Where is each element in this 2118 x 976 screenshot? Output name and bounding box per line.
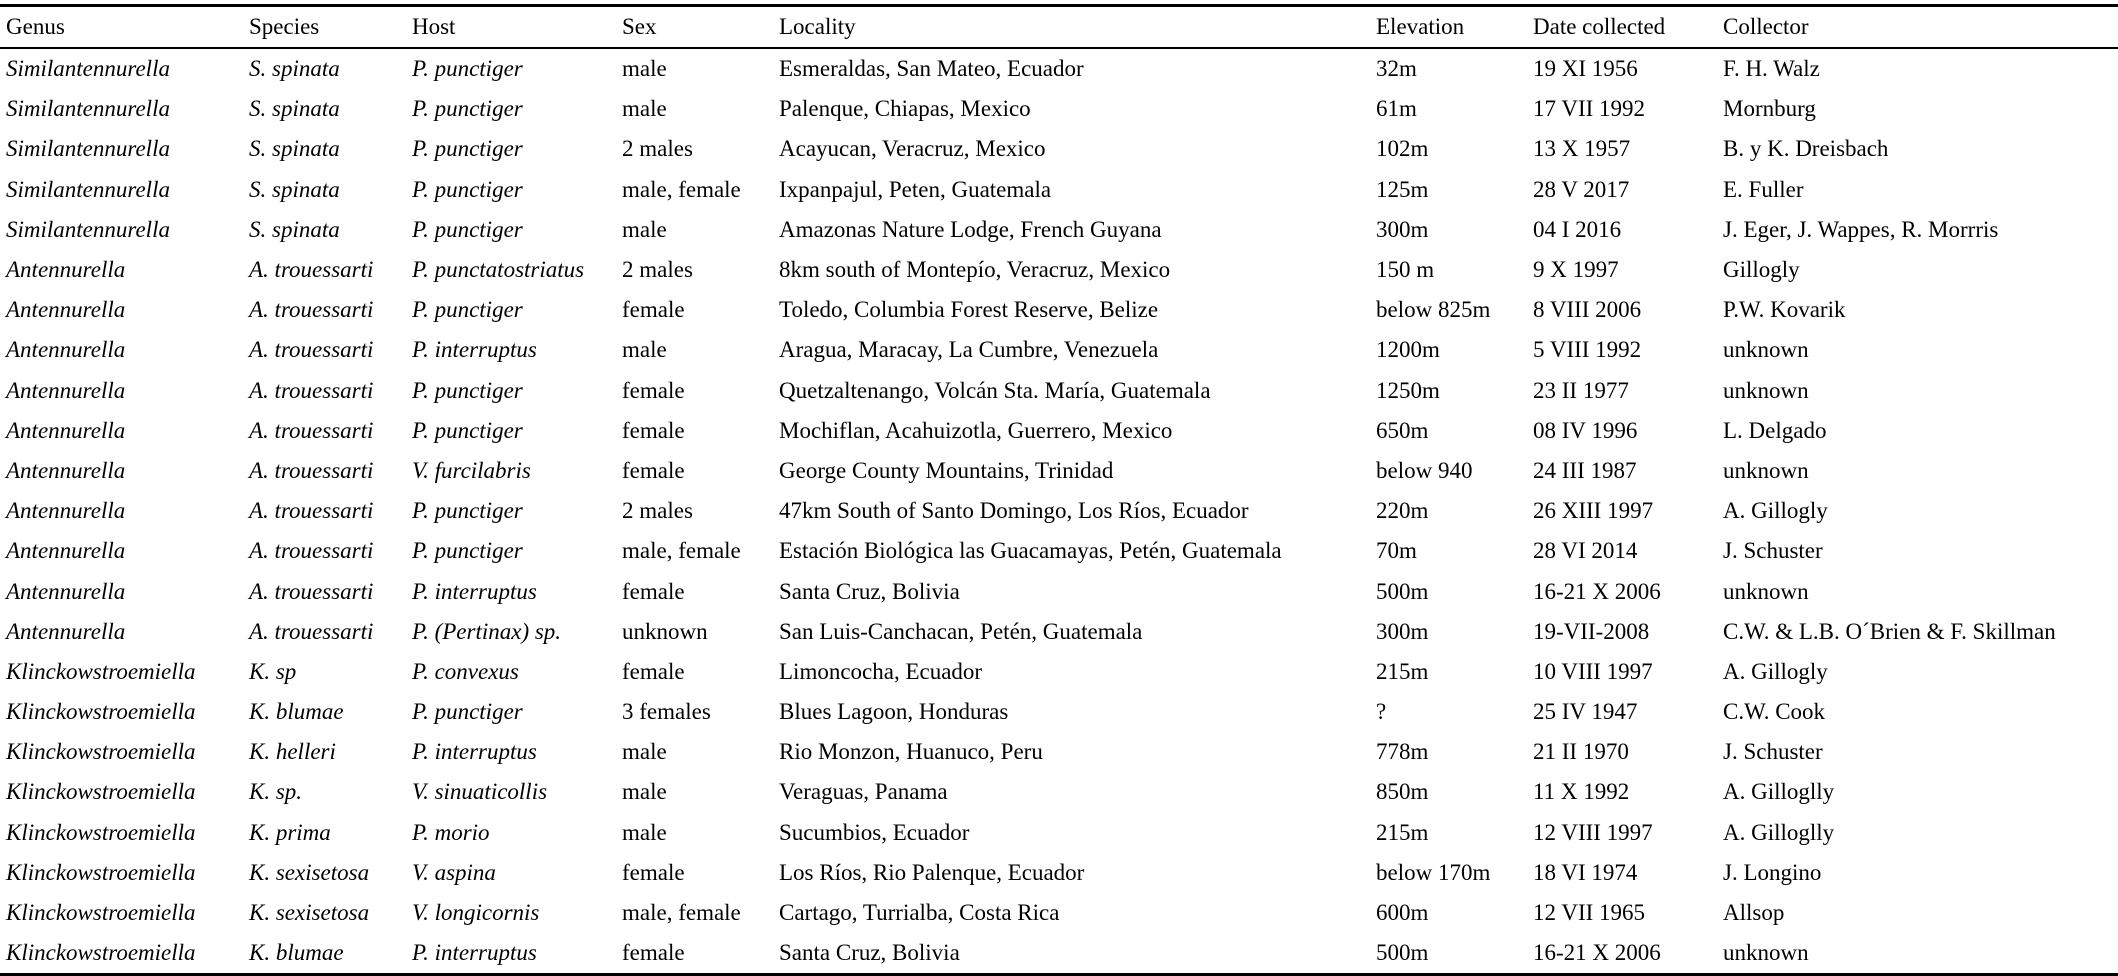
cell-elevation: 778m: [1376, 739, 1429, 765]
cell-collector: A. Gilloglly: [1723, 819, 1835, 845]
cell-host: P. punctiger: [412, 176, 523, 202]
cell-sex: female: [622, 658, 685, 684]
cell-sex: 2 males: [622, 136, 693, 162]
table-row: [0, 772, 2118, 812]
cell-sex: unknown: [622, 618, 708, 644]
cell-sex: female: [622, 940, 685, 966]
cell-sex: 2 males: [622, 257, 693, 283]
cell-elevation: 102m: [1376, 136, 1429, 162]
cell-species: A. trouessarti: [249, 417, 374, 443]
cell-genus: Antennurella: [6, 578, 126, 604]
cell-locality: Amazonas Nature Lodge, French Guyana: [779, 216, 1162, 242]
cell-genus: Antennurella: [6, 297, 126, 323]
cell-date-collected: 17 VII 1992: [1533, 96, 1646, 122]
cell-genus: Klinckowstroemiella: [6, 779, 196, 805]
cell-date-collected: 28 V 2017: [1533, 176, 1630, 202]
cell-genus: Similantennurella: [6, 176, 170, 202]
cell-species: K. prima: [249, 819, 331, 845]
cell-locality: Aragua, Maracay, La Cumbre, Venezuela: [779, 337, 1159, 363]
cell-genus: Klinckowstroemiella: [6, 859, 196, 885]
column-header-species: Species: [249, 14, 320, 39]
cell-species: K. sexisetosa: [249, 859, 370, 885]
table-row: [0, 89, 2118, 129]
cell-date-collected: 21 II 1970: [1533, 739, 1629, 765]
column-header-genus: Genus: [6, 14, 65, 39]
cell-genus: Antennurella: [6, 337, 126, 363]
cell-species: S. spinata: [249, 176, 340, 202]
cell-elevation: 500m: [1376, 578, 1429, 604]
cell-locality: Toledo, Columbia Forest Reserve, Belize: [779, 297, 1159, 323]
cell-elevation: 215m: [1376, 658, 1429, 684]
cell-collector: unknown: [1723, 940, 1809, 966]
cell-date-collected: 04 I 2016: [1533, 216, 1622, 242]
cell-locality: Blues Lagoon, Honduras: [779, 699, 1009, 725]
cell-sex: male: [622, 216, 667, 242]
cell-species: K. sexisetosa: [249, 900, 370, 926]
cell-host: P. interruptus: [412, 337, 537, 363]
cell-elevation: 650m: [1376, 417, 1429, 443]
cell-genus: Similantennurella: [6, 216, 170, 242]
cell-sex: male: [622, 779, 667, 805]
header-row: [0, 6, 2118, 49]
cell-sex: 3 females: [622, 699, 711, 725]
cell-sex: male: [622, 96, 667, 122]
cell-elevation: 125m: [1376, 176, 1429, 202]
table-row: [0, 813, 2118, 853]
cell-elevation: 215m: [1376, 819, 1429, 845]
cell-date-collected: 5 VIII 1992: [1533, 337, 1642, 363]
cell-collector: J. Schuster: [1723, 538, 1823, 564]
column-header-locality: Locality: [779, 14, 856, 39]
cell-locality: Acayucan, Veracruz, Mexico: [779, 136, 1046, 162]
cell-locality: Ixpanpajul, Peten, Guatemala: [779, 176, 1052, 202]
cell-elevation: 600m: [1376, 900, 1429, 926]
table-row: [0, 893, 2118, 933]
cell-sex: male, female: [622, 538, 741, 564]
cell-genus: Klinckowstroemiella: [6, 699, 196, 725]
cell-collector: unknown: [1723, 377, 1809, 403]
cell-host: P. punctiger: [412, 699, 523, 725]
column-header-host: Host: [412, 14, 456, 39]
cell-elevation: below 825m: [1376, 297, 1491, 323]
table-row: [0, 290, 2118, 330]
table-row: [0, 652, 2118, 692]
column-header-elevation: Elevation: [1376, 14, 1465, 39]
cell-date-collected: 19 XI 1956: [1533, 56, 1638, 82]
cell-host: P. interruptus: [412, 940, 537, 966]
table-row: [0, 250, 2118, 290]
cell-species: A. trouessarti: [249, 618, 374, 644]
cell-host: P. punctiger: [412, 538, 523, 564]
cell-host: P. (Pertinax) sp.: [412, 618, 562, 644]
cell-collector: Allsop: [1723, 900, 1785, 926]
cell-collector: A. Gilloglly: [1723, 779, 1835, 805]
cell-locality: Estación Biológica las Guacamayas, Petén, Guatemala: [779, 538, 1282, 564]
cell-sex: 2 males: [622, 498, 693, 524]
cell-host: P. interruptus: [412, 739, 537, 765]
cell-host: P. punctiger: [412, 498, 523, 524]
cell-species: A. trouessarti: [249, 538, 374, 564]
cell-date-collected: 26 XIII 1997: [1533, 498, 1654, 524]
cell-locality: Cartago, Turrialba, Costa Rica: [779, 900, 1060, 926]
cell-collector: unknown: [1723, 457, 1809, 483]
cell-collector: A. Gillogly: [1723, 658, 1828, 684]
cell-locality: Santa Cruz, Bolivia: [779, 940, 960, 966]
cell-date-collected: 9 X 1997: [1533, 257, 1619, 283]
cell-locality: Quetzaltenango, Volcán Sta. María, Guatemala: [779, 377, 1211, 403]
cell-locality: Rio Monzon, Huanuco, Peru: [779, 739, 1043, 765]
cell-date-collected: 23 II 1977: [1533, 377, 1629, 403]
cell-elevation: 150 m: [1376, 257, 1435, 283]
cell-species: K. sp.: [249, 779, 303, 805]
cell-genus: Klinckowstroemiella: [6, 900, 196, 926]
cell-collector: B. y K. Dreisbach: [1723, 136, 1889, 162]
table-row: [0, 692, 2118, 732]
column-header-collector: Collector: [1723, 14, 1809, 39]
cell-species: A. trouessarti: [249, 337, 374, 363]
cell-date-collected: 18 VI 1974: [1533, 859, 1638, 885]
cell-locality: Los Ríos, Rio Palenque, Ecuador: [779, 859, 1085, 885]
cell-species: A. trouessarti: [249, 457, 374, 483]
cell-collector: F. H. Walz: [1723, 56, 1820, 82]
table-row: [0, 531, 2118, 571]
cell-collector: J. Schuster: [1723, 739, 1823, 765]
cell-locality: Mochiflan, Acahuizotla, Guerrero, Mexico: [779, 417, 1173, 443]
cell-collector: A. Gillogly: [1723, 498, 1828, 524]
cell-collector: unknown: [1723, 337, 1809, 363]
cell-sex: female: [622, 578, 685, 604]
cell-date-collected: 8 VIII 2006: [1533, 297, 1642, 323]
cell-sex: male, female: [622, 176, 741, 202]
cell-host: P. punctiger: [412, 377, 523, 403]
cell-locality: Esmeraldas, San Mateo, Ecuador: [779, 56, 1084, 82]
cell-species: A. trouessarti: [249, 297, 374, 323]
cell-collector: unknown: [1723, 578, 1809, 604]
cell-elevation: 32m: [1376, 56, 1417, 82]
cell-host: V. longicornis: [412, 900, 540, 926]
cell-genus: Antennurella: [6, 457, 126, 483]
cell-elevation: 61m: [1376, 96, 1417, 122]
cell-species: S. spinata: [249, 136, 340, 162]
cell-collector: Gillogly: [1723, 257, 1800, 283]
cell-locality: Limoncocha, Ecuador: [779, 658, 983, 684]
cell-date-collected: 13 X 1957: [1533, 136, 1631, 162]
cell-collector: P.W. Kovarik: [1723, 297, 1846, 323]
table-row: [0, 371, 2118, 411]
table-row: [0, 170, 2118, 210]
table-body: [0, 48, 2118, 975]
cell-elevation: 70m: [1376, 538, 1417, 564]
table-row: [0, 411, 2118, 451]
cell-date-collected: 25 IV 1947: [1533, 699, 1638, 725]
table-row: [0, 129, 2118, 169]
cell-locality: San Luis-Canchacan, Petén, Guatemala: [779, 618, 1143, 644]
cell-host: P. interruptus: [412, 578, 537, 604]
table-row: [0, 48, 2118, 89]
cell-host: P. punctiger: [412, 216, 523, 242]
cell-collector: E. Fuller: [1723, 176, 1804, 202]
cell-collector: Mornburg: [1723, 96, 1816, 122]
cell-genus: Antennurella: [6, 377, 126, 403]
cell-locality: Veraguas, Panama: [779, 779, 948, 805]
cell-date-collected: 19-VII-2008: [1533, 618, 1650, 644]
cell-date-collected: 11 X 1992: [1533, 779, 1630, 805]
cell-host: P. punctiger: [412, 136, 523, 162]
cell-locality: Santa Cruz, Bolivia: [779, 578, 960, 604]
cell-host: P. morio: [412, 819, 490, 845]
cell-species: A. trouessarti: [249, 578, 374, 604]
cell-species: A. trouessarti: [249, 498, 374, 524]
cell-locality: Sucumbios, Ecuador: [779, 819, 970, 845]
cell-genus: Antennurella: [6, 618, 126, 644]
cell-host: V. sinuaticollis: [412, 779, 548, 805]
table-row: [0, 571, 2118, 611]
cell-date-collected: 12 VIII 1997: [1533, 819, 1653, 845]
cell-elevation: 300m: [1376, 216, 1429, 242]
table-row: [0, 732, 2118, 772]
cell-species: K. blumae: [249, 699, 344, 725]
cell-genus: Klinckowstroemiella: [6, 658, 196, 684]
cell-sex: female: [622, 297, 685, 323]
cell-host: V. aspina: [412, 859, 496, 885]
cell-genus: Similantennurella: [6, 56, 170, 82]
cell-date-collected: 08 IV 1996: [1533, 417, 1638, 443]
cell-host: V. furcilabris: [412, 457, 531, 483]
cell-collector: L. Delgado: [1723, 417, 1827, 443]
cell-date-collected: 16-21 X 2006: [1533, 940, 1661, 966]
cell-date-collected: 28 VI 2014: [1533, 538, 1638, 564]
cell-genus: Antennurella: [6, 498, 126, 524]
cell-host: P. punctatostriatus: [412, 257, 585, 283]
table-row: [0, 330, 2118, 370]
table-row: [0, 210, 2118, 250]
cell-species: K. helleri: [249, 739, 336, 765]
table-row: [0, 612, 2118, 652]
cell-host: P. punctiger: [412, 417, 523, 443]
cell-sex: female: [622, 457, 685, 483]
cell-collector: J. Eger, J. Wappes, R. Morrris: [1723, 216, 1999, 242]
cell-elevation: 1200m: [1376, 337, 1440, 363]
table-row: [0, 853, 2118, 893]
column-header-sex: Sex: [622, 14, 657, 39]
table-row: [0, 451, 2118, 491]
cell-host: P. punctiger: [412, 297, 523, 323]
cell-locality: 8km south of Montepío, Veracruz, Mexico: [779, 257, 1171, 283]
cell-elevation: 850m: [1376, 779, 1429, 805]
cell-elevation: below 940: [1376, 457, 1473, 483]
cell-genus: Similantennurella: [6, 96, 170, 122]
cell-genus: Klinckowstroemiella: [6, 819, 196, 845]
cell-genus: Similantennurella: [6, 136, 170, 162]
cell-species: S. spinata: [249, 56, 340, 82]
cell-elevation: 220m: [1376, 498, 1429, 524]
cell-date-collected: 16-21 X 2006: [1533, 578, 1661, 604]
column-header-date-collected: Date collected: [1533, 14, 1666, 39]
cell-collector: C.W. Cook: [1723, 699, 1826, 725]
cell-elevation: 500m: [1376, 940, 1429, 966]
cell-date-collected: 12 VII 1965: [1533, 900, 1646, 926]
cell-genus: Klinckowstroemiella: [6, 739, 196, 765]
cell-host: P. punctiger: [412, 96, 523, 122]
cell-genus: Antennurella: [6, 538, 126, 564]
cell-sex: female: [622, 377, 685, 403]
cell-genus: Klinckowstroemiella: [6, 940, 196, 966]
cell-date-collected: 10 VIII 1997: [1533, 658, 1653, 684]
cell-locality: 47km South of Santo Domingo, Los Ríos, Ecuador: [779, 498, 1249, 524]
cell-sex: female: [622, 859, 685, 885]
cell-host: P. convexus: [412, 658, 519, 684]
cell-host: P. punctiger: [412, 56, 523, 82]
table-row: [0, 491, 2118, 531]
cell-elevation: 1250m: [1376, 377, 1440, 403]
cell-sex: male: [622, 337, 667, 363]
cell-sex: male: [622, 56, 667, 82]
cell-genus: Antennurella: [6, 257, 126, 283]
specimen-table: [0, 4, 2118, 976]
cell-elevation: 300m: [1376, 618, 1429, 644]
cell-species: K. blumae: [249, 940, 344, 966]
cell-species: A. trouessarti: [249, 257, 374, 283]
cell-species: S. spinata: [249, 96, 340, 122]
table-header: [0, 6, 2118, 49]
cell-collector: C.W. & L.B. O´Brien & F. Skillman: [1723, 618, 2056, 644]
cell-sex: male: [622, 819, 667, 845]
cell-genus: Antennurella: [6, 417, 126, 443]
cell-locality: George County Mountains, Trinidad: [779, 457, 1114, 483]
cell-species: K. sp: [249, 658, 297, 684]
cell-elevation: below 170m: [1376, 859, 1491, 885]
cell-sex: male, female: [622, 900, 741, 926]
cell-date-collected: 24 III 1987: [1533, 457, 1637, 483]
cell-species: A. trouessarti: [249, 377, 374, 403]
cell-collector: J. Longino: [1723, 859, 1822, 885]
cell-elevation: ?: [1376, 699, 1387, 725]
cell-locality: Palenque, Chiapas, Mexico: [779, 96, 1031, 122]
table-row: [0, 933, 2118, 975]
cell-sex: male: [622, 739, 667, 765]
cell-species: S. spinata: [249, 216, 340, 242]
cell-sex: female: [622, 417, 685, 443]
